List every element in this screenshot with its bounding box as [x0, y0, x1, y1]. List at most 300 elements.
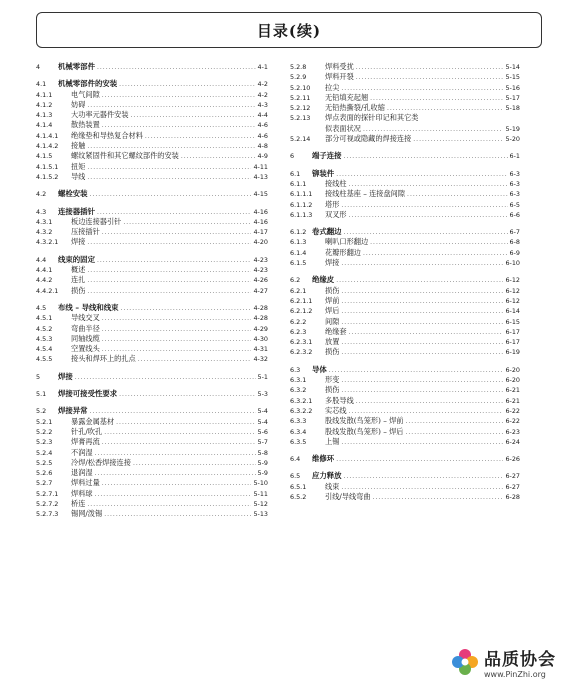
toc-dot-leader [363, 249, 508, 259]
toc-entry[interactable] [290, 72, 520, 82]
toc-entry-title: 焊料过量 [71, 478, 100, 488]
toc-dot-leader [341, 376, 503, 386]
toc-entry[interactable] [36, 372, 268, 382]
toc-entry-title: 焊点表面的探针印记和其它类 [325, 113, 419, 123]
toc-entry-page: 6-26 [505, 455, 520, 464]
toc-entry-number: 6.3.4 [290, 427, 307, 436]
toc-entry[interactable] [290, 200, 520, 210]
toc-entry-title: 放置 [325, 337, 340, 347]
toc-entry-title: 花瓣形翻边 [325, 247, 361, 257]
toc-dot-leader [87, 163, 251, 173]
toc-entry-page: 6-19 [505, 348, 520, 357]
toc-entry-title: 维修环 [312, 454, 335, 464]
toc-left-column [36, 62, 268, 520]
toc-entry-number: 4.1.3 [36, 111, 53, 120]
toc-entry-title: 接触 [71, 141, 86, 151]
toc-entry[interactable] [36, 265, 268, 275]
toc-dot-leader [181, 152, 256, 162]
toc-entry-page: 4-23 [253, 255, 268, 264]
toc-dot-leader [356, 397, 504, 407]
toc-entry[interactable] [290, 189, 520, 199]
toc-entry-title: 妨碍 [71, 99, 86, 109]
toc-entry-title: 焊接异常 [58, 406, 88, 416]
section-gap [290, 358, 520, 365]
toc-dot-leader [407, 190, 508, 200]
toc-entry-number: 4.3.2 [36, 228, 53, 237]
toc-entry-number: 6.3.2.1 [290, 396, 313, 405]
toc-entry-title: 焊料受扰 [325, 62, 354, 71]
toc-entry-page: 4-28 [253, 303, 268, 312]
toc-entry[interactable] [36, 509, 268, 519]
toc-entry-title: 大功率元器件安装 [71, 110, 129, 120]
toc-entry-page: 5-12 [253, 499, 268, 508]
toc-entry-page: 6-12 [505, 276, 520, 285]
toc-dot-leader [102, 314, 252, 324]
toc-entry-title: 绝缘皮 [312, 275, 335, 285]
toc-entry-title: 弯曲半径 [71, 323, 100, 333]
toc-entry-page: 6-17 [505, 338, 520, 347]
toc-entry[interactable] [36, 427, 268, 437]
toc-dot-leader [102, 335, 252, 345]
toc-entry-title: 绝缘垫和导热复合材料 [71, 130, 143, 140]
toc-dot-leader [87, 238, 251, 248]
flower-logo-icon [450, 647, 480, 677]
toc-entry-page: 6-21 [505, 386, 520, 395]
toc-entry-page: 5-20 [505, 135, 520, 144]
toc-entry-number: 6.1 [290, 169, 301, 178]
toc-entry[interactable] [36, 151, 268, 161]
toc-entry-number: 6.1.1.3 [290, 210, 313, 219]
toc-entry[interactable] [290, 437, 520, 447]
toc-entry-page: 6-27 [505, 472, 520, 481]
toc-entry-page: 6-8 [509, 238, 520, 247]
toc-entry-page: 6-9 [509, 248, 520, 257]
toc-entry-title: 双叉形 [325, 209, 347, 219]
toc-entry-number: 5.2.5 [36, 458, 53, 467]
toc-entry-page: 4-2 [257, 80, 268, 89]
toc-entry-number: 4.5.3 [36, 334, 53, 343]
toc-entry-title: 板边连接器引针 [71, 216, 122, 226]
toc-entry-title: 暴露金属基材 [71, 416, 115, 426]
toc-entry[interactable] [290, 385, 520, 395]
toc-entry[interactable] [36, 275, 268, 285]
toc-dot-leader [87, 287, 251, 297]
page-title [36, 12, 542, 48]
toc-entry-title: 焊接 [58, 371, 73, 381]
toc-entry[interactable] [290, 482, 520, 492]
toc-entry[interactable] [36, 90, 268, 100]
toc-entry[interactable] [36, 237, 268, 247]
toc-entry[interactable] [290, 237, 520, 247]
toc-entry[interactable] [290, 365, 520, 375]
toc-entry[interactable] [36, 303, 268, 313]
toc-entry-page: 5-19 [505, 124, 520, 133]
toc-dot-leader [97, 63, 256, 73]
toc-entry-title: 接线柱 [325, 178, 347, 188]
toc-entry-title: 引线/导线弯曲 [325, 491, 371, 501]
toc-entry-page: 5-16 [505, 83, 520, 92]
toc-entry-title: 实芯线 [325, 405, 347, 415]
toc-entry-title: 散热装置 [71, 120, 100, 130]
toc-dot-leader [341, 338, 503, 348]
toc-entry-page: 5-4 [257, 407, 268, 416]
section-gap [36, 200, 268, 207]
toc-entry-number: 4.5.1 [36, 314, 53, 323]
toc-entry[interactable] [36, 207, 268, 217]
toc-dot-leader [119, 80, 255, 90]
toc-entry[interactable] [290, 337, 520, 347]
toc-dot-leader [341, 438, 503, 448]
toc-entry[interactable] [36, 417, 268, 427]
toc-entry-page: 5-11 [253, 489, 268, 498]
toc-entry-number: 4.3 [36, 207, 47, 216]
toc-entry-title: 概述 [71, 265, 86, 275]
toc-entry-page: 6-3 [509, 179, 520, 188]
toc-entry-title: 绝缘套 [325, 326, 347, 336]
toc-entry[interactable] [290, 83, 520, 93]
toc-entry-title: 针孔/吹孔 [71, 426, 103, 436]
toc-entry[interactable] [290, 317, 520, 327]
toc-entry-title: 螺纹紧固件和其它螺纹部件的安装 [71, 151, 179, 161]
toc-entry[interactable] [36, 172, 268, 182]
toc-entry-number: 5.2.7.3 [36, 510, 59, 519]
toc-entry-number: 4.4.2.1 [36, 286, 59, 295]
toc-entry-title: 冷焊/松香焊接连接 [71, 457, 131, 467]
toc-entry-number: 6.4 [290, 455, 301, 464]
toc-entry-number: 5.1 [36, 390, 47, 399]
toc-entry[interactable] [36, 489, 268, 499]
toc-entry-number: 4.5.4 [36, 345, 53, 354]
toc-entry-title: 似表面状况 [325, 123, 361, 133]
toc-entry[interactable] [36, 458, 268, 468]
toc-entry[interactable] [290, 179, 520, 189]
toc-dot-leader [133, 459, 256, 469]
toc-dot-leader [336, 455, 503, 465]
toc-dot-leader [349, 328, 504, 338]
toc-right-column [290, 62, 520, 502]
toc-entry[interactable] [36, 227, 268, 237]
section-gap [290, 268, 520, 275]
toc-entry-title: 焊接 [71, 237, 86, 247]
toc-entry-number: 5.2.6 [36, 469, 53, 478]
toc-dot-leader [341, 297, 503, 307]
toc-entry-page: 6-28 [505, 492, 520, 501]
section-gap [36, 296, 268, 303]
toc-entry-page: 4-16 [253, 217, 268, 226]
toc-dot-leader [356, 73, 504, 83]
toc-entry[interactable] [36, 313, 268, 323]
toc-entry[interactable] [36, 62, 268, 72]
toc-entry-number: 6.2.3.1 [290, 338, 313, 347]
toc-entry-page: 4-4 [257, 111, 268, 120]
toc-entry[interactable] [36, 286, 268, 296]
toc-entry[interactable] [290, 454, 520, 464]
toc-entry[interactable] [290, 396, 520, 406]
toc-entry-title: 焊前 [325, 295, 340, 305]
toc-entry-number: 4.1.5.1 [36, 162, 59, 171]
toc-dot-leader [87, 500, 251, 510]
toc-dot-leader [344, 152, 508, 162]
toc-entry-page: 5-9 [257, 469, 268, 478]
toc-entry-title: 塔形 [325, 199, 340, 209]
toc-entry[interactable] [290, 93, 520, 103]
toc-entry-page: 6-3 [509, 169, 520, 178]
toc-entry-page: 6-15 [505, 317, 520, 326]
section-gap [290, 162, 520, 169]
toc-entry-page: 4-27 [253, 286, 268, 295]
toc-dot-leader [373, 493, 504, 503]
toc-entry-page: 4-16 [253, 207, 268, 216]
toc-entry[interactable] [36, 162, 268, 172]
toc-entry-number: 4.4.2 [36, 276, 53, 285]
toc-entry-title: 损伤 [71, 285, 86, 295]
toc-entry[interactable] [36, 120, 268, 130]
toc-dot-leader [329, 366, 504, 376]
toc-dot-leader [121, 304, 252, 314]
toc-entry-page: 4-9 [257, 152, 268, 161]
toc-entry-title: 股线发散(鸟笼形) – 焊后 [325, 426, 404, 436]
toc-entry[interactable] [36, 141, 268, 151]
toc-dot-leader [90, 407, 256, 417]
toc-entry-number: 6.1.3 [290, 238, 307, 247]
toc-entry[interactable] [290, 62, 520, 72]
toc-entry-page: 4-6 [257, 121, 268, 130]
toc-entry[interactable] [290, 416, 520, 426]
toc-entry-title: 损伤 [325, 385, 340, 395]
toc-entry-page: 4-26 [253, 276, 268, 285]
toc-entry-title: 布线 – 导线和线束 [58, 302, 119, 312]
toc-entry[interactable] [290, 169, 520, 179]
toc-dot-leader [95, 490, 252, 500]
toc-entry-number: 5.2.9 [290, 73, 307, 82]
toc-entry-page: 5-18 [505, 104, 520, 113]
toc-dot-leader [87, 173, 251, 183]
toc-entry-page: 5-10 [253, 479, 268, 488]
toc-entry-title: 无铅填充起翘 [325, 92, 369, 102]
toc-entry-page: 4-8 [257, 142, 268, 151]
toc-entry-page: 4-30 [253, 334, 268, 343]
toc-entry[interactable] [290, 151, 520, 161]
toc-entry-number: 6.1.4 [290, 248, 307, 257]
toc-entry[interactable] [290, 103, 520, 113]
toc-entry-title: 接线柱基座 – 连接盘间隙 [325, 189, 406, 199]
toc-entry[interactable] [36, 79, 268, 89]
toc-entry-number: 6.1.1.2 [290, 200, 313, 209]
toc-dot-leader [336, 170, 507, 180]
toc-entry-title: 上锡 [325, 436, 340, 446]
toc-entry-page: 6-22 [505, 406, 520, 415]
toc-entry-page: 6-21 [505, 396, 520, 405]
toc-entry-number: 5.2 [36, 407, 47, 416]
toc-entry-title: 锡网/泼锡 [71, 509, 103, 519]
toc-entry[interactable] [290, 227, 520, 237]
toc-entry-page: 4-2 [257, 90, 268, 99]
toc-dot-leader [349, 211, 508, 221]
toc-entry-number: 6.5.1 [290, 482, 307, 491]
toc-entry[interactable] [290, 406, 520, 416]
toc-entry[interactable] [290, 286, 520, 296]
toc-entry[interactable] [36, 324, 268, 334]
section-gap [36, 182, 268, 189]
toc-entry[interactable] [290, 210, 520, 220]
toc-entry-page: 4-29 [253, 324, 268, 333]
toc-entry-page: 5-1 [257, 372, 268, 381]
toc-dot-leader [405, 417, 503, 427]
toc-dot-leader [341, 259, 503, 269]
toc-entry-number: 4.3.2.1 [36, 238, 59, 247]
toc-entry-number: 6.3.2 [290, 386, 307, 395]
toc-entry-title: 桥连 [71, 498, 86, 508]
toc-entry-page: 6-23 [505, 427, 520, 436]
toc-entry-title: 退润湿 [71, 468, 93, 478]
watermark-url: www.PinZhi.org [484, 670, 546, 679]
toc-entry-title: 焊接可接受性要求 [58, 389, 118, 399]
toc-dot-leader [116, 418, 255, 428]
toc-entry-number: 6.3 [290, 365, 301, 374]
section-gap [290, 220, 520, 227]
toc-dot-leader [119, 390, 255, 400]
toc-entry[interactable] [290, 124, 520, 134]
toc-entry-number: 5.2.13 [290, 114, 311, 123]
toc-entry-page: 6-6 [509, 210, 520, 219]
toc-entry[interactable] [36, 189, 268, 199]
toc-entry-number: 4.1.4.2 [36, 142, 59, 151]
toc-entry-number: 4.1.2 [36, 100, 53, 109]
toc-entry-number: 5.2.7 [36, 479, 53, 488]
toc-entry[interactable] [290, 134, 520, 144]
toc-entry[interactable] [290, 248, 520, 258]
toc-entry-page: 4-28 [253, 314, 268, 323]
toc-entry-title: 焊膏再流 [71, 437, 100, 447]
toc-entry[interactable] [290, 427, 520, 437]
toc-entry[interactable] [290, 258, 520, 268]
toc-entry-number: 4.4 [36, 255, 47, 264]
toc-entry[interactable] [36, 499, 268, 509]
toc-entry[interactable] [36, 334, 268, 344]
toc-dot-leader [145, 132, 256, 142]
toc-entry-number: 4.5.2 [36, 324, 53, 333]
toc-entry-number: 4.1.1 [36, 90, 53, 99]
toc-entry[interactable] [36, 437, 268, 447]
toc-entry-title: 线束 [325, 481, 340, 491]
toc-entry-page: 6-12 [505, 296, 520, 305]
toc-entry-title: 导体 [312, 364, 327, 374]
toc-entry[interactable] [36, 406, 268, 416]
toc-entry-page: 4-23 [253, 266, 268, 275]
toc-dot-leader [102, 91, 256, 101]
toc-entry-page: 4-3 [257, 100, 268, 109]
toc-entry[interactable] [36, 389, 268, 399]
toc-entry-page: 4-32 [253, 355, 268, 364]
toc-entry-page: 5-4 [257, 417, 268, 426]
toc-dot-leader [102, 228, 252, 238]
toc-entry[interactable] [36, 478, 268, 488]
toc-dot-leader [341, 348, 503, 358]
toc-entry-number: 6.1.5 [290, 259, 307, 268]
toc-dot-leader [341, 307, 503, 317]
toc-dot-leader [102, 479, 252, 489]
toc-entry-number: 4.1.5 [36, 152, 53, 161]
toc-entry[interactable] [290, 296, 520, 306]
toc-entry[interactable] [36, 110, 268, 120]
toc-entry-number: 5.2.12 [290, 104, 311, 113]
toc-entry-page: 5-3 [257, 390, 268, 399]
toc-entry-page: 6-7 [509, 228, 520, 237]
toc-dot-leader [95, 469, 256, 479]
toc-entry-title: 间隙 [325, 316, 340, 326]
toc-entry-page: 4-20 [253, 238, 268, 247]
toc-entry[interactable] [290, 327, 520, 337]
toc-entry-title: 导线 [71, 171, 86, 181]
toc-entry-page: 6-5 [509, 200, 520, 209]
toc-entry-title: 形变 [325, 375, 340, 385]
watermark-text [484, 645, 556, 679]
toc-entry-page: 5-7 [257, 438, 268, 447]
toc-entry-page: 5-14 [505, 63, 520, 71]
toc-entry-title: 焊料球 [71, 488, 93, 498]
toc-entry-page: 6-3 [509, 190, 520, 199]
toc-entry[interactable] [290, 306, 520, 316]
toc-entry-page: 5-13 [253, 510, 268, 519]
toc-entry-page: 6-24 [505, 437, 520, 446]
toc-entry-number: 4.1.4.1 [36, 131, 59, 140]
toc-entry-number: 6.1.1.1 [290, 190, 313, 199]
toc-entry-number: 4 [36, 63, 41, 71]
toc-entry[interactable] [36, 354, 268, 364]
toc-entry[interactable] [290, 492, 520, 502]
toc-entry-number: 6.3.5 [290, 437, 307, 446]
toc-entry[interactable] [290, 347, 520, 357]
toc-entry-title: 损伤 [325, 347, 340, 357]
toc-entry-page: 4-13 [253, 172, 268, 181]
toc-dot-leader [336, 276, 503, 286]
toc-dot-leader [356, 63, 504, 73]
toc-entry[interactable] [36, 344, 268, 354]
toc-entry-page: 6-14 [505, 307, 520, 316]
toc-entry[interactable] [290, 275, 520, 285]
toc-entry-number: 6.3.1 [290, 376, 307, 385]
toc-dot-leader [104, 510, 251, 520]
toc-entry[interactable] [36, 100, 268, 110]
toc-entry-number: 4.1.4 [36, 121, 53, 130]
toc-entry[interactable] [290, 113, 520, 123]
toc-entry-number: 6.1.2 [290, 228, 307, 237]
toc-entry-title: 电气间隙 [71, 89, 100, 99]
toc-entry[interactable] [36, 131, 268, 141]
toc-entry-number: 5.2.10 [290, 83, 311, 92]
toc-dot-leader [341, 287, 503, 297]
section-gap [36, 382, 268, 389]
toc-dot-leader [102, 438, 256, 448]
toc-entry[interactable] [36, 217, 268, 227]
toc-entry-number: 5.2.7.1 [36, 489, 59, 498]
toc-dot-leader [344, 472, 504, 482]
toc-dot-leader [344, 228, 508, 238]
toc-entry[interactable] [290, 471, 520, 481]
toc-dot-leader [104, 428, 255, 438]
toc-entry-page: 5-9 [257, 458, 268, 467]
toc-entry[interactable] [36, 448, 268, 458]
toc-entry-title: 导线交叉 [71, 313, 100, 323]
toc-entry-number: 5.2.8 [290, 63, 307, 71]
toc-entry[interactable] [36, 468, 268, 478]
toc-entry-number: 5.2.11 [290, 93, 311, 102]
section-gap [290, 144, 520, 151]
toc-entry[interactable] [36, 255, 268, 265]
toc-entry-page: 5-17 [505, 93, 520, 102]
toc-dot-leader [370, 238, 507, 248]
toc-entry[interactable] [290, 375, 520, 385]
